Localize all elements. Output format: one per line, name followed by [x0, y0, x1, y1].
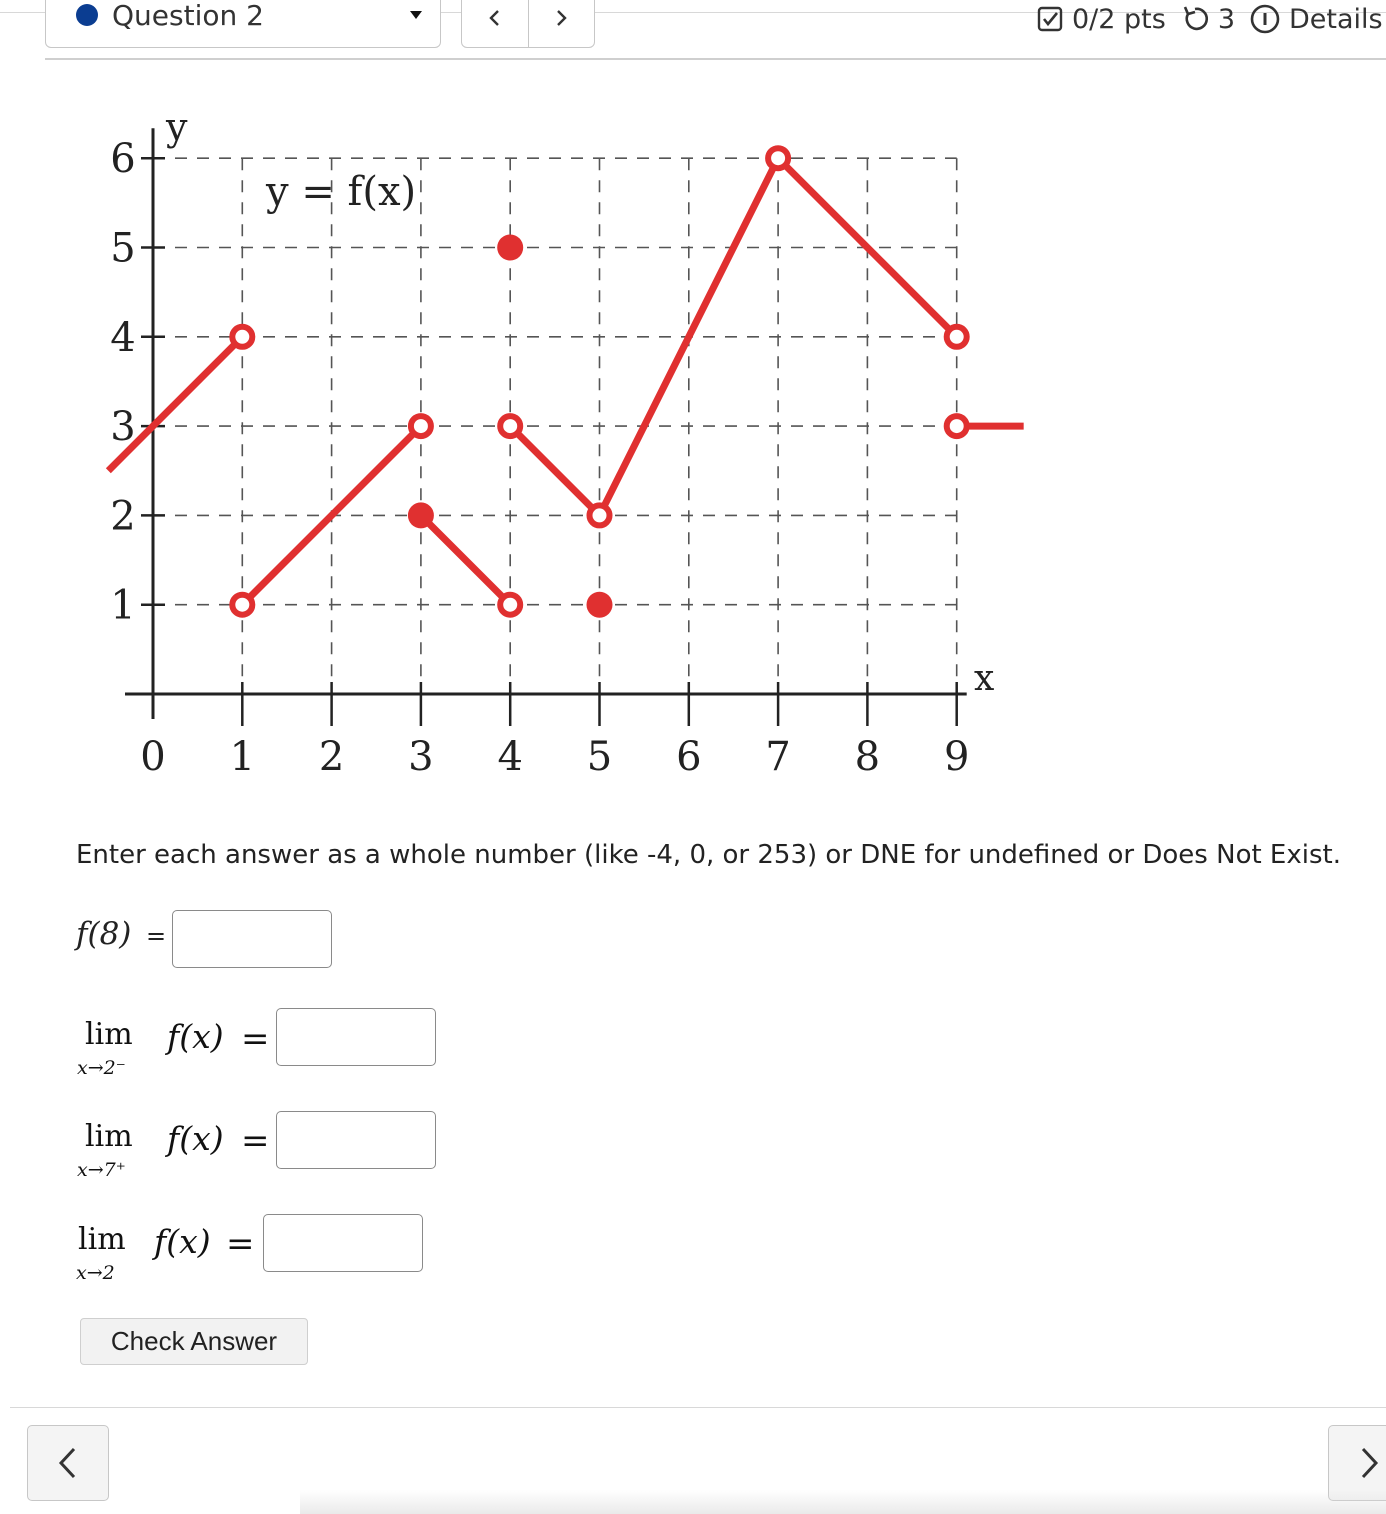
equals-sign: = — [146, 922, 167, 950]
retries-display — [1180, 4, 1235, 35]
f-of-8-label — [76, 916, 167, 952]
curve-segment — [421, 515, 510, 604]
closed-point — [408, 502, 434, 528]
equals-sign: = — [241, 1019, 270, 1059]
limit-approach: x→7⁺ — [77, 1159, 126, 1181]
question-status-dot — [76, 4, 98, 26]
limit-approach: x→2⁻ — [77, 1057, 126, 1079]
previous-page-button[interactable] — [27, 1425, 109, 1501]
equals-sign: = — [226, 1224, 255, 1264]
f-of-8-expression: f(8) — [76, 916, 132, 952]
equals-sign: = — [241, 1121, 270, 1161]
y-tick-label: 2 — [110, 493, 136, 540]
x-axis-label: x — [974, 658, 995, 699]
curve-segments — [108, 158, 1023, 605]
retry-icon — [1180, 4, 1210, 34]
chevron-left-icon — [57, 1446, 79, 1480]
chevron-left-icon — [487, 9, 503, 27]
points-text: 0/2 pts — [1072, 3, 1166, 35]
score-header — [1036, 2, 1386, 36]
grid-lines — [153, 158, 957, 694]
lim-word: lim — [85, 1017, 133, 1052]
closed-point — [497, 235, 523, 261]
open-point — [947, 416, 967, 436]
question-label: Question 2 — [112, 0, 264, 32]
points-display — [1036, 4, 1166, 35]
limit-right-7-input[interactable] — [276, 1111, 436, 1169]
limit-left-2-input[interactable] — [276, 1008, 436, 1066]
open-point — [411, 416, 431, 436]
limit-function: f(x) — [167, 1017, 224, 1056]
chart-title: y = f(x) — [266, 169, 417, 215]
y-tick-label: 1 — [110, 582, 136, 629]
x-tick-label: 5 — [586, 734, 613, 780]
open-point — [232, 327, 252, 347]
y-tick-label: 4 — [110, 314, 136, 361]
question-nav-group — [461, 0, 595, 48]
function-graph — [90, 100, 1050, 790]
prev-question-button[interactable] — [462, 0, 528, 47]
open-point — [947, 327, 967, 347]
x-tick-label: 4 — [497, 734, 523, 780]
x-tick-label: 9 — [943, 734, 970, 780]
x-tick-label: 7 — [765, 734, 791, 780]
x-tick-label: 2 — [318, 734, 345, 780]
question-select[interactable] — [45, 0, 441, 48]
open-point — [500, 595, 520, 615]
y-tick-label: 6 — [110, 136, 136, 183]
retries-text: 3 — [1217, 3, 1236, 35]
details-text: Details — [1289, 3, 1383, 35]
header-divider — [45, 58, 1386, 60]
chevron-right-icon — [553, 9, 569, 27]
lim-word: lim — [85, 1119, 133, 1154]
x-tick-label: 1 — [229, 734, 256, 780]
curve-segment — [510, 426, 599, 515]
info-icon — [1249, 3, 1281, 35]
check-answer-button[interactable]: Check Answer — [80, 1318, 308, 1365]
chevron-right-icon — [1358, 1446, 1380, 1480]
open-point — [500, 416, 520, 436]
x-tick-label: 0 — [140, 734, 166, 780]
open-point — [232, 595, 252, 615]
next-question-button[interactable] — [528, 0, 595, 47]
closed-point — [587, 592, 613, 618]
limit-approach: x→2 — [76, 1262, 115, 1284]
footer-divider — [10, 1407, 1386, 1408]
open-point — [768, 148, 788, 168]
x-tick-label: 8 — [854, 734, 881, 780]
lim-word: lim — [78, 1222, 126, 1257]
details-button[interactable] — [1249, 3, 1383, 35]
y-tick-label: 3 — [110, 404, 136, 451]
f-of-8-input[interactable] — [172, 910, 332, 968]
page-bottom-shadow — [300, 1490, 1386, 1514]
x-tick-label: 3 — [408, 734, 434, 780]
limit-function: f(x) — [154, 1222, 211, 1261]
open-point — [590, 505, 610, 525]
limit-2-input[interactable] — [263, 1214, 423, 1272]
y-axis-label: y — [166, 105, 188, 149]
instructions: Enter each answer as a whole number (like -4, 0, or 253) or DNE for undefined or Does Not Exist. — [76, 840, 1341, 870]
x-tick-label: 6 — [676, 734, 702, 780]
limit-function: f(x) — [167, 1119, 224, 1158]
y-tick-label: 5 — [110, 225, 136, 272]
checkbox-icon — [1036, 5, 1064, 33]
chevron-down-icon — [410, 11, 422, 19]
